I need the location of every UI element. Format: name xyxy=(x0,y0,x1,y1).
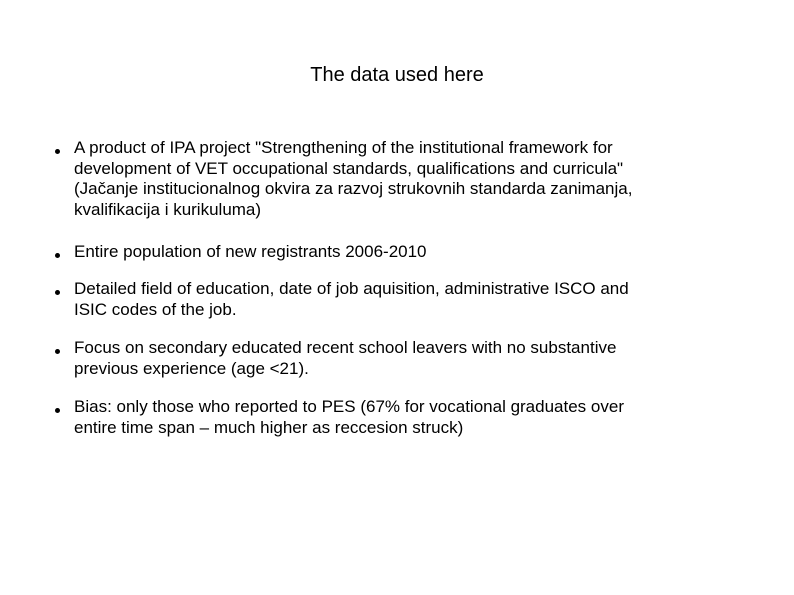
slide-title: The data used here xyxy=(310,64,484,86)
bullet-text: Focus on secondary educated recent school leavers with no substantive previous experience (age <21). xyxy=(74,338,617,378)
bullet-dot-icon xyxy=(55,290,60,295)
bullet-text: A product of IPA project "Strengthening of the institutional framework for development of VET occupational standards, qualifications and curricula" (Jačanje institucionalnog okvira za razvoj strukovnih standarda zanimanja, kvalifikacija i kurikuluma) xyxy=(74,138,633,219)
bullet-text: Entire population of new registrants 2006-2010 xyxy=(74,242,427,261)
bullet-dot-icon xyxy=(55,408,60,413)
bullet-dot-icon xyxy=(55,349,60,354)
bullet-dot-icon xyxy=(55,149,60,154)
bullet-text: Detailed field of education, date of job aquisition, administrative ISCO and ISIC codes of the job. xyxy=(74,279,629,319)
bullet-text: Bias: only those who reported to PES (67% for vocational graduates over entire time span – much higher as reccesion struck) xyxy=(74,397,624,437)
bullet-dot-icon xyxy=(55,253,60,258)
